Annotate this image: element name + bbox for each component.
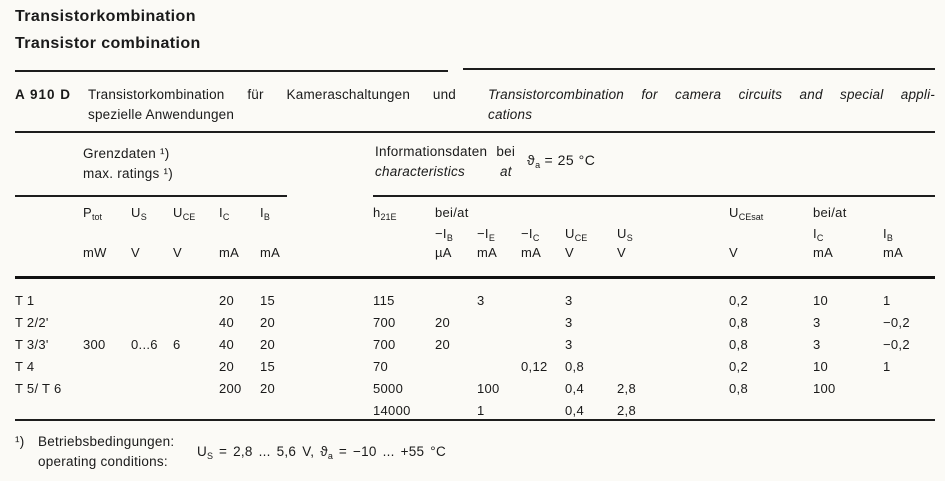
table-cell: 0,4 [565,403,584,418]
section-info-at: at [500,164,512,179]
table-cell: 20 [435,315,451,330]
table-cell: $U_S$ [617,226,633,243]
table-cell: $I_C$ [813,226,824,243]
header-body-separator-rule [15,276,935,279]
footnote-label-de: Betriebsbedingungen: [38,434,175,449]
table-cell: 1 [883,293,891,308]
row-label: T 3/3' [15,337,49,352]
table-cell: 100 [477,381,500,396]
table-cell: 20 [260,337,276,352]
table-cell: 10 [813,293,829,308]
table-cell: 700 [373,315,396,330]
product-description-en-line1: Transistorcombination for camera circuits and special appli- [488,87,935,102]
table-cell: 1 [883,359,891,374]
table-cell: mA [883,245,904,260]
title-rule-left [15,70,448,72]
table-cell: 3 [565,337,573,352]
table-cell: $I_B$ [883,226,893,243]
section-info-en: characteristics [375,164,466,179]
table-cell: 3 [813,315,821,330]
col-header-ib: $I_B$ [260,205,270,222]
col-header-ucesat: $U_{CEsat}$ [729,205,764,222]
col-header-us: $U_S$ [131,205,147,222]
table-cell: 0,12 [521,359,548,374]
table-cell: V [173,245,182,260]
col-header-bei-at-right: bei/at [813,205,847,220]
section-limits-en: max. ratings ¹) [83,166,174,181]
product-description-de-line2: spezielle Anwendungen [88,107,235,122]
table-cell: 15 [260,359,276,374]
table-body [15,290,935,422]
table-cell: 200 [219,381,242,396]
page-title-de: Transistorkombination [15,8,196,25]
table-cell: 0,8 [729,381,748,396]
table-cell: −0,2 [883,337,910,352]
col-header-ptot: $P_{tot}$ [83,205,102,222]
row-label: T 1 [15,293,35,308]
section-rule-left [15,195,287,197]
row-label: T 4 [15,359,35,374]
table-cell: mA [813,245,834,260]
table-cell: $-I_B$ [435,226,453,243]
table-cell: 3 [477,293,485,308]
table-cell: 0,4 [565,381,584,396]
table-cell: V [565,245,574,260]
table-cell: $-I_C$ [521,226,540,243]
table-cell: 0,8 [729,337,748,352]
section-limits-de: Grenzdaten ¹) [83,146,170,161]
table-cell: 0...6 [131,337,158,352]
table-cell: mA [260,245,281,260]
table-cell: $U_{CE}$ [565,226,588,243]
table-cell: 3 [565,293,573,308]
table-cell: 3 [565,315,573,330]
table-cell: 20 [219,359,235,374]
table-cell: 115 [373,293,395,308]
table-cell: mA [219,245,240,260]
table-cell: 10 [813,359,829,374]
table-cell: 14000 [373,403,411,418]
table-cell: 300 [83,337,106,352]
table-bottom-rule [15,419,935,421]
product-description-de [88,85,456,125]
table-cell: µA [435,245,452,260]
table-cell: 2,8 [617,403,636,418]
table-cell: 0,2 [729,293,748,308]
table-cell: 3 [813,337,821,352]
footnote-label-en: operating conditions: [38,454,168,469]
page-title-en: Transistor combination [15,35,201,52]
table-cell: 0,8 [565,359,584,374]
table-header [15,205,935,269]
table-cell: V [617,245,626,260]
table-cell: 100 [813,381,836,396]
table-cell: mW [83,245,107,260]
ambient-temperature-condition: $ϑ_a = 25$ °C [527,152,596,170]
table-cell: 20 [260,381,276,396]
product-description-en [488,85,935,125]
table-cell: 70 [373,359,389,374]
footnote-marker: ¹) [15,434,25,449]
title-rule-right [463,68,935,70]
col-header-h21e: $h_{21E}$ [373,205,397,222]
table-cell: V [131,245,140,260]
section-rule-right [373,195,935,197]
table-cell: V [729,245,738,260]
row-label: T 5/ T 6 [15,381,62,396]
table-cell: 0,8 [729,315,748,330]
footnote-operating-conditions: $U_S = 2,8$ ... 5,6 V, $ϑ_a = -10$ ... +55 °C [197,444,446,461]
table-cell: 0,2 [729,359,748,374]
table-cell: 6 [173,337,181,352]
table-cell: 40 [219,337,235,352]
col-header-uce: $U_{CE}$ [173,205,196,222]
col-header-ic: $I_C$ [219,205,230,222]
table-cell: $-I_E$ [477,226,495,243]
table-cell: 2,8 [617,381,636,396]
table-cell: 1 [477,403,485,418]
section-info-de: Informationsdaten bei [375,144,516,159]
table-cell: 20 [435,337,451,352]
table-cell: mA [521,245,542,260]
table-cell: 15 [260,293,276,308]
row-label: T 2/2' [15,315,49,330]
product-code: A 910 D [15,87,72,102]
table-cell: 20 [260,315,276,330]
table-cell: −0,2 [883,315,910,330]
table-cell: 40 [219,315,235,330]
product-rule [15,131,935,133]
product-description-de-line1: Transistorkombination für Kameraschaltungen und [88,87,456,102]
table-cell: mA [477,245,498,260]
product-description-en-line2: cations [488,107,533,122]
table-cell: 5000 [373,381,404,396]
table-cell: 20 [219,293,235,308]
col-header-bei-at-mid: bei/at [435,205,469,220]
table-cell: 700 [373,337,396,352]
